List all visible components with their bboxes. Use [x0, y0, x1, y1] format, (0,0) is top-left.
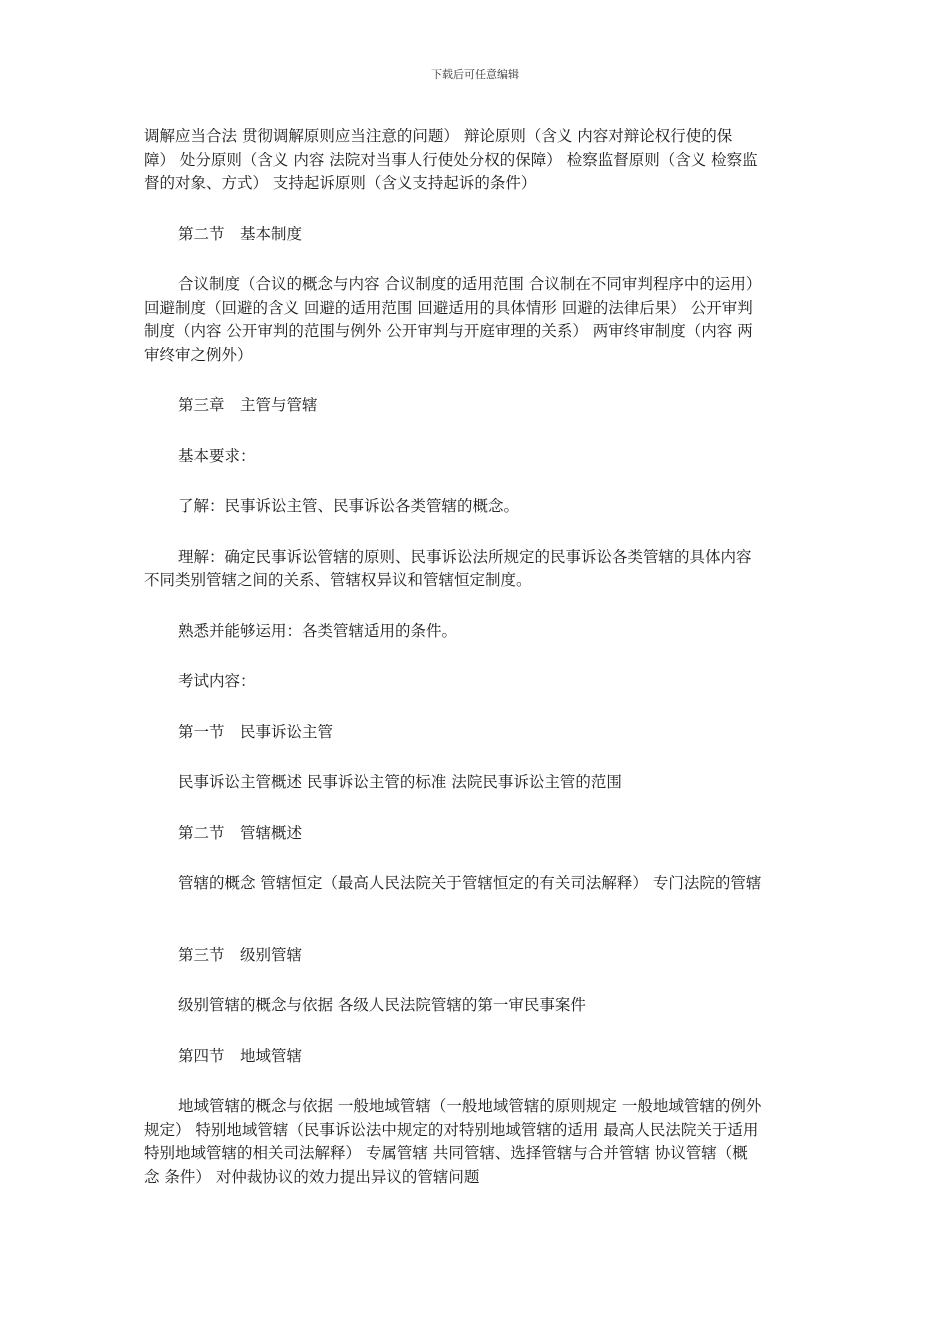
text-line: 不同类别管辖之间的关系、管辖权异议和管辖恒定制度。	[144, 571, 532, 589]
text-line: 规定） 特别地域管辖（民事诉讼法中规定的对特别地域管辖的适用 最高人民法院关于适用	[144, 1120, 759, 1139]
paragraph-territorial-jurisdiction	[144, 1095, 808, 1189]
text-line: 第三章 主管与管辖	[178, 396, 318, 414]
text-line: 回避制度（回避的含义 回避的适用范围 回避适用的具体情形 回避的法律后果） 公开审判	[144, 298, 753, 317]
section-heading-level-jurisdiction	[144, 944, 808, 968]
text-line: 管辖的概念 管辖恒定（最高人民法院关于管辖恒定的有关司法解释） 专门法院的管辖	[178, 874, 762, 892]
text-line: 了解：民事诉讼主管、民事诉讼各类管辖的概念。	[178, 497, 520, 515]
text-line: 合议制度（合议的概念与内容 合议制度的适用范围 合议制在不同审判程序中的运用）	[178, 275, 762, 293]
text-line: 熟悉并能够运用：各类管辖适用的条件。	[178, 621, 458, 640]
section-heading-territorial-jurisdiction	[144, 1045, 808, 1069]
text-line: 民事诉讼主管概述 民事诉讼主管的标准 法院民事诉讼主管的范围	[178, 773, 622, 791]
text-line: 第四节 地域管辖	[178, 1046, 303, 1065]
section-heading-basic-systems	[144, 223, 808, 247]
text-line: 调解应当合法 贯彻调解原则应当注意的问题） 辩论原则（含义 内容对辩论权行使的保	[144, 127, 733, 145]
section-heading-jurisdiction-overview	[144, 822, 808, 846]
chapter-heading-jurisdiction	[144, 394, 808, 418]
document-body	[144, 125, 808, 1216]
label-basic-requirements	[144, 445, 808, 469]
paragraph-comprehend	[144, 546, 808, 593]
page-header: 下载后可任意编辑	[431, 68, 519, 81]
paragraph-apply	[144, 620, 808, 644]
paragraph-principles	[144, 125, 808, 196]
text-line: 制度（内容 公开审判的范围与例外 公开审判与开庭审理的关系） 两审终审制度（内容 两	[144, 322, 753, 340]
label-exam-content	[144, 670, 808, 694]
paragraph-jurisdiction-overview	[144, 872, 808, 896]
paragraph-level-jurisdiction	[144, 994, 808, 1018]
text-line: 特别地域管辖的相关司法解释） 专属管辖 共同管辖、选择管辖与合并管辖 协议管辖（概	[144, 1144, 748, 1162]
text-line: 第一节 民事诉讼主管	[178, 722, 334, 741]
text-line: 级别管辖的概念与依据 各级人民法院管辖的第一审民事案件	[178, 996, 586, 1014]
text-line: 第二节 管辖概述	[178, 823, 303, 842]
text-line: 障） 处分原则（含义 内容 法院对当事人行使处分权的保障） 检察监督原则（含义 检察监	[144, 150, 758, 169]
text-line: 理解：确定民事诉讼管辖的原则、民事诉讼法所规定的民事诉讼各类管辖的具体内容	[178, 547, 752, 566]
text-line: 考试内容：	[178, 672, 256, 690]
text-line: 念 条件） 对仲裁协议的效力提出异议的管辖问题	[144, 1167, 480, 1186]
text-line: 地域管辖的概念与依据 一般地域管辖（一般地域管辖的原则规定 一般地域管辖的例外	[178, 1097, 762, 1115]
text-line: 基本要求：	[178, 446, 256, 465]
paragraph-systems	[144, 273, 808, 367]
text-line: 督的对象、方式） 支持起诉原则（含义支持起诉的条件）	[144, 174, 537, 192]
section-heading-civil-competence	[144, 721, 808, 745]
text-line: 审终审之例外）	[144, 345, 253, 364]
text-line: 第三节 级别管辖	[178, 945, 303, 964]
paragraph-understand	[144, 495, 808, 519]
text-line: 第二节 基本制度	[178, 224, 303, 243]
paragraph-competence	[144, 771, 808, 795]
